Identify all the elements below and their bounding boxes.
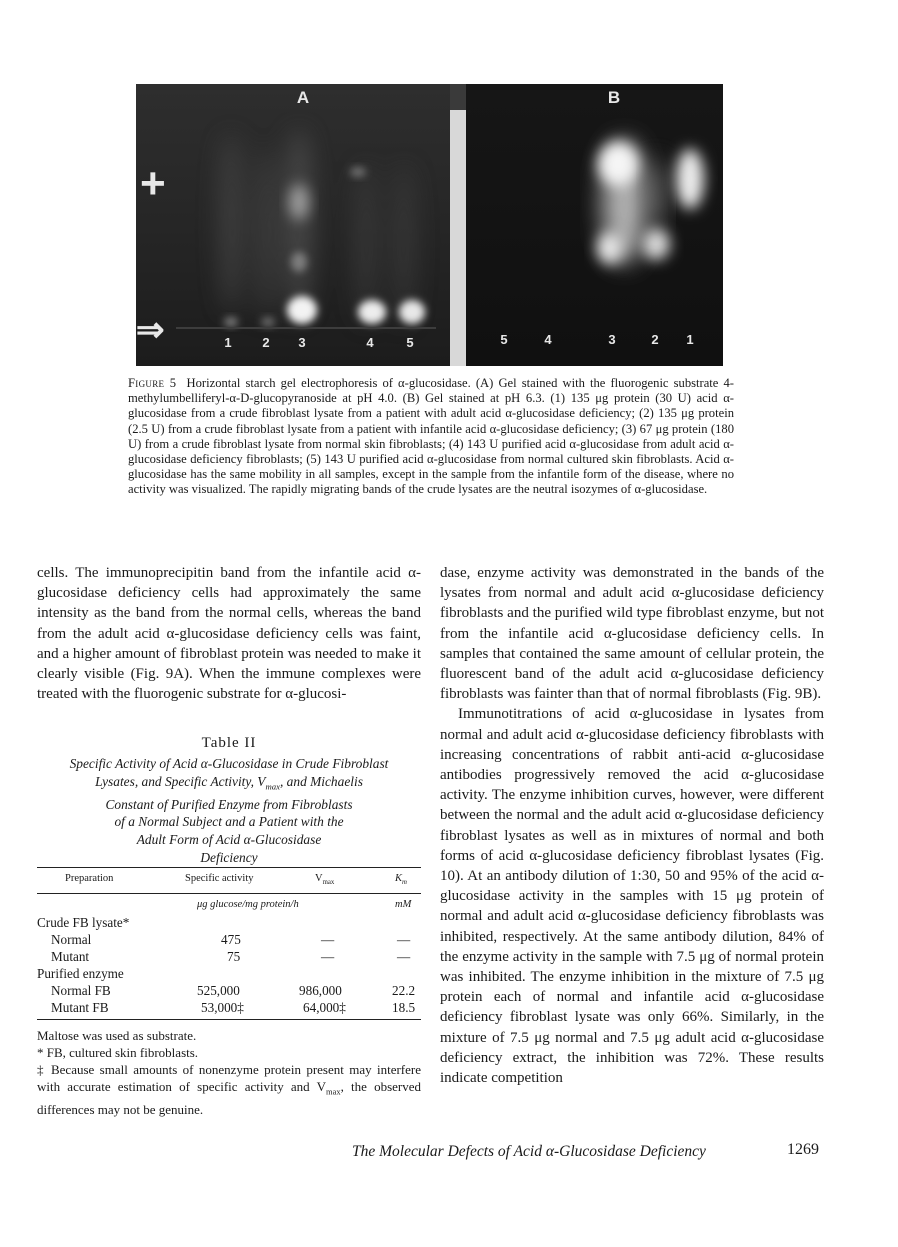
cell-km: — [397,949,411,964]
figure-caption [128,376,734,498]
header-vmax: $V_{max}$ [315,873,335,887]
table-caption-line: Lysates, and Specific Activity, $V_{max}$, and Michaelis [95,773,363,792]
gel-photograph [136,84,723,366]
table-caption-line: Specific Activity of Acid α-Glucosidase in Crude Fibroblast [69,756,389,771]
cell-activity: 53,000‡ [201,1000,244,1015]
cell-activity: 75 [227,949,241,964]
row-label: Crude FB lysate* [37,915,130,930]
table-note: ‡ Because small amounts of nonenzyme protein present may interfere with accurate estimation of specific activity and $V_{max}$, the observed differences may not be genuine. [37,1062,421,1117]
running-head: The Molecular Defects of Acid α-Glucosidase Deficiency [352,1143,706,1160]
cell-km: 22.2 [392,983,416,998]
lane-number: 1 [686,332,694,347]
table-caption-line: Constant of Purified Enzyme from Fibroblasts [105,796,353,812]
cell-vmax: — [321,949,335,964]
table-row [37,983,421,1000]
table-row [37,949,421,966]
cell-km: 18.5 [392,1000,416,1015]
table-caption-line: Adult Form of Acid α-Glucosidase [136,832,322,848]
anode-plus-sign: + [140,159,166,208]
table-title: Table II [201,735,257,751]
table-units-row [37,899,421,916]
lane-number: 2 [262,335,270,350]
table-caption-line: of a Normal Subject and a Patient with the [114,814,344,830]
table-row [37,966,421,983]
left-column-paragraph: cells. The immunoprecipitin band from the infantile acid α-glucosidase deficiency cells had approximately the same intensity as the band from the normal cells, whereas the band from the adult acid α-glucosidase deficiency cells was faint, and a higher amount of fibroblast protein was needed to make it clearly visible (Fig. 9A). When the immune complexes were treated with the fluorogenic substrate for α-glucosi- [37,565,421,703]
figure-caption-tag: Figure 5 [128,376,177,390]
gel-electrophoresis-figure [136,84,723,366]
page-number: 1269 [787,1141,819,1158]
header-preparation: Preparation [65,873,114,884]
table-row [37,932,421,949]
table-top-rule [37,867,421,868]
lane-number: 1 [224,335,232,350]
left-column [37,563,421,704]
right-column [440,563,824,1088]
header-specific-activity: Specific activity [185,873,254,884]
units-km: mM [395,899,412,910]
panel-b-label: B [607,88,621,107]
cell-vmax: 64,000‡ [303,1000,346,1015]
row-label: Mutant [51,949,90,964]
origin-arrow: ⇒ [136,311,165,349]
table-row [37,915,421,932]
cell-vmax: — [321,932,335,947]
right-column-paragraph: Immunotitrations of acid α-glucosidase in lysates from normal and adult acid α-glucosidase deficiency fibroblasts with increasing concentrations of rabbit anti-acid α-glucosidase antibodies progressively removed the acid α-glucosidase activity. The enzyme inhibition curves, however, were different between the normal and the adult acid α-glucosidase deficiency fibroblast lysates as well as in mixtures of normal and both forms of acid α-glucosidase deficiency fibroblast lysates (Fig. 10). At an antibody dilution of 1:30, 50 and 95% of the acid α-glucosidase activity in the samples with 15 μg protein of normal and adult acid α-glucosidase deficiency fibroblasts was inhibited, respectively. At the same antibody dilution, 84% of the enzyme activity in the sample with 7.5 μg of normal protein was inhibited. The enzyme inhibition in the mixture of 7.5 μg protein each of normal and infantile acid α-glucosidase deficiency fibroblast lysate was only 66%. Similarly, in the mixture of 7.5 μg normal and 7.5 μg adult acid α-glucosidase deficiency extract, the inhibition was 72%. These results indicate competition [440,706,824,1087]
lane-number: 5 [406,335,414,350]
row-label: Purified enzyme [37,966,124,981]
header-km: $K_m$ [395,873,407,887]
table-header-row [37,873,421,890]
table-row [37,1000,421,1017]
units-activity: μg glucose/mg protein/h [197,899,299,910]
lane-number: 5 [500,332,508,347]
row-label: Mutant FB [51,1000,109,1015]
cell-km: — [397,932,411,947]
panel-b-background [466,84,723,366]
lane-number: 2 [651,332,659,347]
cell-activity: 475 [221,932,241,947]
table-caption-line: Deficiency [200,849,258,865]
table-note: * FB, cultured skin fibroblasts. [37,1045,199,1060]
lane-number: 4 [366,335,374,350]
lane-number: 3 [608,332,616,347]
cell-vmax: 986,000 [299,983,342,998]
figure-caption-text: Horizontal starch gel electrophoresis of α-glucosidase. (A) Gel stained with the fluorogenic substrate 4-methylumbelliferyl-α-D-glucopyranoside at pH 4.0. (B) Gel stained at pH 6.3. (1) 135 μg protein (30 U) acid α-glucosidase from a crude fibroblast lysate from a patient with adult acid α-glucosidase deficiency; (2) 135 μg protein (2.5 U) from a crude fibroblast lysate from a patient with infantile acid α-glucosidase deficiency; (3) 67 μg protein (180 U) from a crude fibroblast lysate from normal skin fibroblasts; (4) 143 U purified acid α-glucosidase from adult acid α-glucosidase deficiency fibroblasts; (5) 143 U purified acid α-glucosidase from normal cultured skin fibroblasts. Acid α-glucosidase has the same mobility in all samples, except in the sample from the infantile form of the disease, where no activity was visualized. The rapidly migrating bands of the crude lysates are the neutral isozymes of α-glucosidase. [128,376,734,497]
table-header-rule [37,893,421,894]
table-caption [37,755,421,866]
row-label: Normal [51,932,92,947]
panel-separator [450,110,466,366]
table-footnotes [37,1027,421,1118]
table-bottom-rule [37,1019,421,1020]
lane-number: 3 [298,335,306,350]
table-note: Maltose was used as substrate. [37,1028,197,1043]
row-label: Normal FB [51,983,111,998]
cell-activity: 525,000 [197,983,240,998]
right-column-paragraph: dase, enzyme activity was demonstrated in the bands of the lysates from normal and adult acid α-glucosidase deficiency fibroblasts and the purified wild type fibroblast enzyme, but not from the infantile acid α-glucosidase deficiency cells. In samples that contained the same amount of cellular protein, the fluorescent band of the adult acid α-glucosidase deficiency fibroblasts was fainter than that of normal fibroblasts (Fig. 9B). [440,565,824,703]
lane-number: 4 [544,332,552,347]
panel-a-label: A [296,88,310,107]
